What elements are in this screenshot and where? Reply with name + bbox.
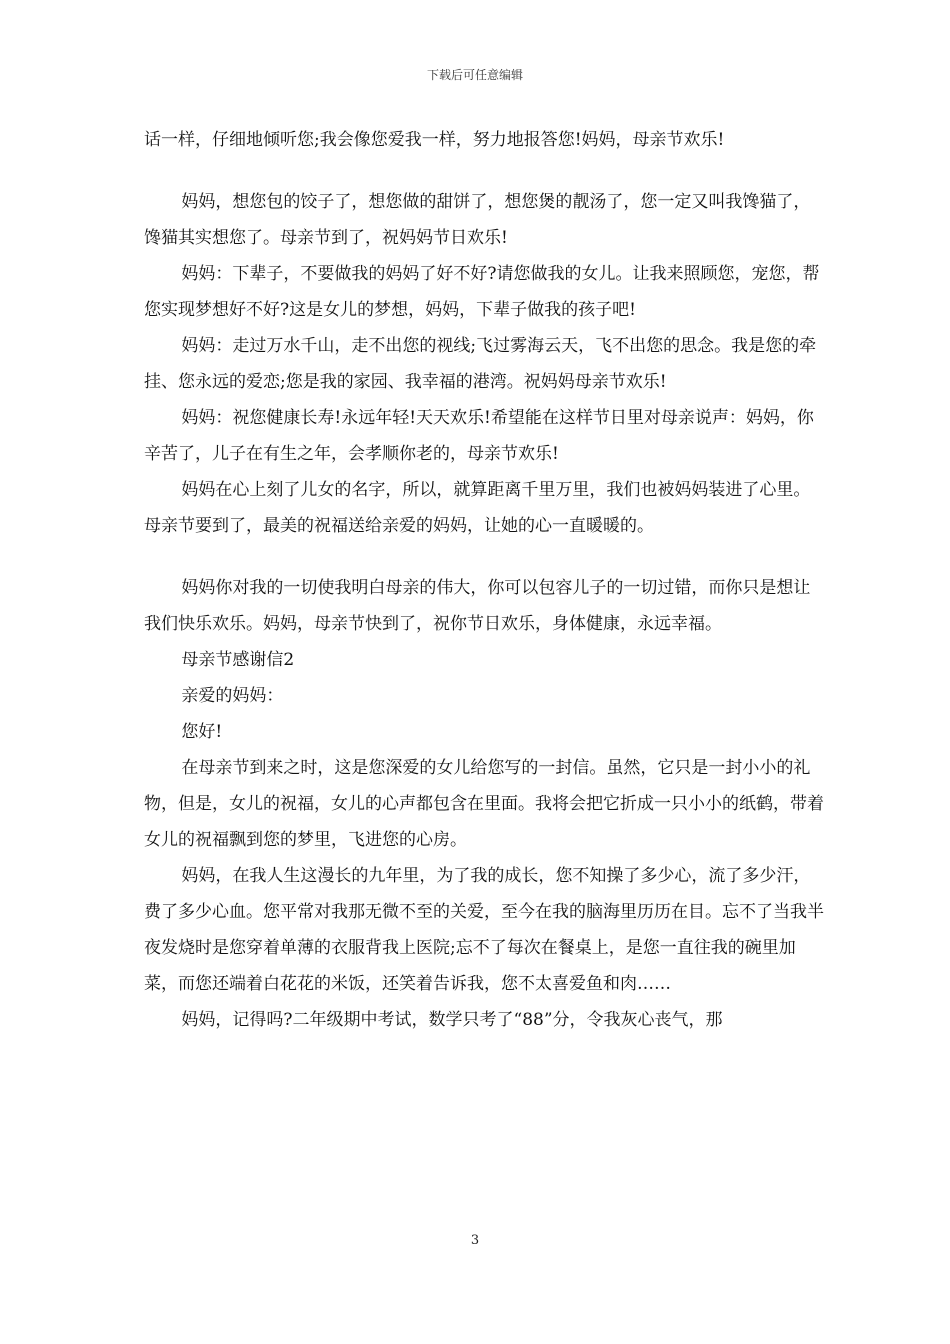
paragraph: 妈妈在心上刻了儿女的名字，所以，就算距离千里万里，我们也被妈妈装进了心里。母亲节要到了，最美的祝福送给亲爱的妈妈，让她的心一直暖暖的。 (144, 480, 811, 536)
paragraph: 妈妈，想您包的饺子了，想您做的甜饼了，想您煲的靓汤了，您一定又叫我馋猫了，馋猫其实想您了。母亲节到了，祝妈妈节日欢乐! (144, 192, 811, 248)
page-number: 3 (470, 1233, 480, 1248)
paragraph: 妈妈，在我人生这漫长的九年里，为了我的成长，您不知操了多少心，流了多少汗，费了多少心血。您平常对我那无微不至的关爱，至今在我的脑海里历历在目。忘不了当我半夜发烧时是您穿着单薄的衣服背我上医院;忘不了每次在餐桌上，是您一直往我的碗里加菜，而您还端着白花花的米饭，还笑着告诉我，您不太喜爱鱼和肉…… (144, 866, 824, 994)
salutation: 亲爱的妈妈： (181, 686, 284, 706)
greeting: 您好! (181, 722, 223, 742)
paragraph: 妈妈：下辈子，不要做我的妈妈了好不好?请您做我的女儿。让我来照顾您，宠您，帮您实现梦想好不好?这是女儿的梦想，妈妈，下辈子做我的孩子吧! (144, 264, 820, 320)
paragraph: 话一样，仔细地倾听您;我会像您爱我一样，努力地报答您!妈妈，母亲节欢乐! (144, 130, 725, 150)
paragraph: 妈妈，记得吗?二年级期中考试，数学只考了“88”分，令我灰心丧气，那 (181, 1010, 723, 1030)
paragraph: 妈妈：祝您健康长寿!永远年轻!天天欢乐!希望能在这样节日里对母亲说声：妈妈，你辛苦了，儿子在有生之年，会孝顺你老的，母亲节欢乐! (144, 408, 814, 464)
paragraph: 妈妈你对我的一切使我明白母亲的伟大，你可以包容儿子的一切过错，而你只是想让我们快乐欢乐。妈妈，母亲节快到了，祝你节日欢乐，身体健康，永远幸福。 (144, 578, 811, 634)
page-header: 下载后可任意编辑 (426, 68, 523, 82)
document-body (144, 122, 824, 1038)
section-title: 母亲节感谢信2 (181, 650, 295, 670)
paragraph: 妈妈：走过万水千山，走不出您的视线;飞过雾海云天，飞不出您的思念。我是您的牵挂、您永远的爱恋;您是我的家园、我幸福的港湾。祝妈妈母亲节欢乐! (144, 336, 817, 392)
paragraph: 在母亲节到来之时，这是您深爱的女儿给您写的一封信。虽然，它只是一封小小的礼物，但是，女儿的祝福，女儿的心声都包含在里面。我将会把它折成一只小小的纸鹤，带着女儿的祝福飘到您的梦里，飞进您的心房。 (144, 758, 824, 850)
